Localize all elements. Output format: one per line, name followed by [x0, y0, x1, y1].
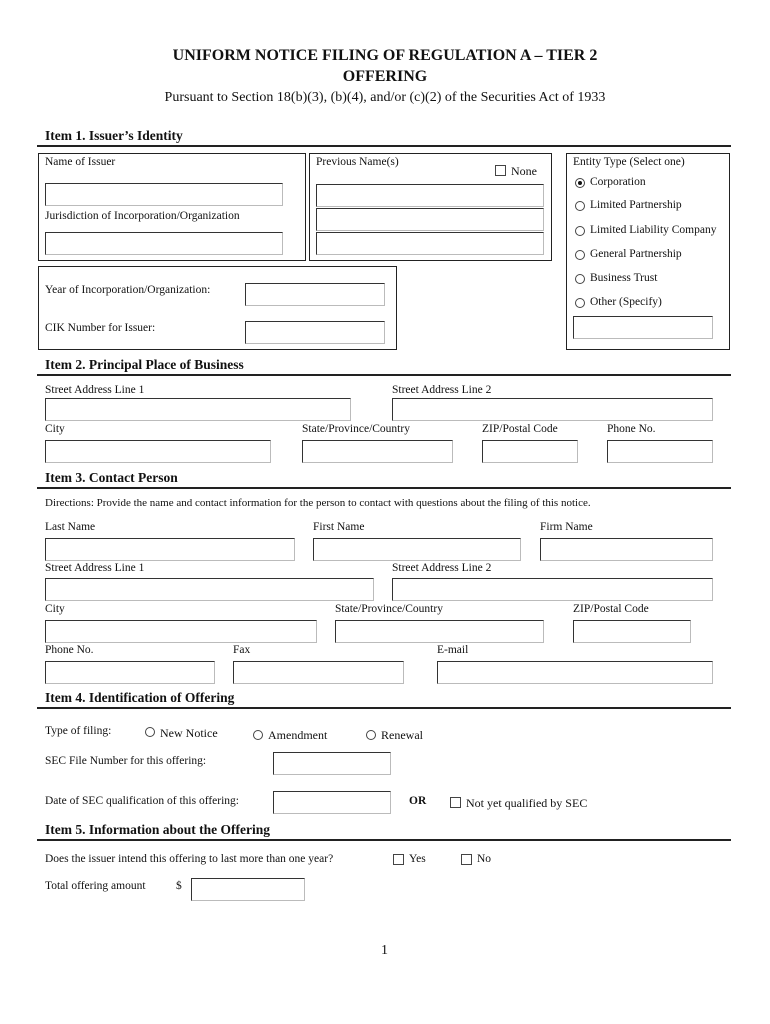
page-number: 1: [381, 943, 388, 958]
item3-street2-label: Street Address Line 2: [392, 562, 492, 574]
item3-street1-field[interactable]: [45, 578, 374, 601]
total-offering-label: Total offering amount: [45, 880, 146, 892]
item3-zip-field[interactable]: [573, 620, 691, 643]
filing-radio-amendment[interactable]: [253, 730, 263, 740]
sec-file-number-label: SEC File Number for this offering:: [45, 755, 207, 767]
cik-field[interactable]: [245, 321, 385, 344]
item2-state-label: State/Province/Country: [302, 423, 410, 435]
item3-zip-label: ZIP/Postal Code: [573, 603, 649, 615]
entity-option-business-trust: Business Trust: [590, 272, 658, 284]
entity-option-corporation: Corporation: [590, 176, 646, 188]
last-name-field[interactable]: [45, 538, 295, 561]
entity-radio-business-trust[interactable]: [575, 274, 585, 284]
entity-other-specify-field[interactable]: [573, 316, 713, 339]
item2-zip-field[interactable]: [482, 440, 578, 463]
no-label: No: [477, 853, 492, 865]
previous-names-label: Previous Name(s): [316, 156, 399, 168]
item3-street2-field[interactable]: [392, 578, 713, 601]
item2-rule: [37, 374, 731, 376]
yes-label: Yes: [409, 853, 426, 865]
total-offering-field[interactable]: [191, 878, 305, 901]
previous-name-field-3[interactable]: [316, 232, 544, 255]
last-name-label: Last Name: [45, 521, 96, 533]
item1-heading: Item 1. Issuer’s Identity: [45, 128, 183, 143]
item2-heading: Item 2. Principal Place of Business: [45, 357, 244, 372]
item4-rule: [37, 707, 731, 709]
entity-radio-corporation[interactable]: [575, 178, 585, 188]
none-checkbox[interactable]: [495, 165, 506, 176]
jurisdiction-label: Jurisdiction of Incorporation/Organization: [45, 210, 240, 222]
item5-rule: [37, 839, 731, 841]
filing-option-renewal: Renewal: [381, 728, 423, 742]
form-subtitle: Pursuant to Section 18(b)(3), (b)(4), and/or (c)(2) of the Securities Act of 1933: [164, 90, 606, 105]
not-qualified-label: Not yet qualified by SEC: [466, 796, 588, 810]
item3-city-label: City: [45, 603, 65, 615]
or-label: OR: [409, 795, 427, 807]
filing-option-new-notice: New Notice: [160, 726, 218, 740]
name-of-issuer-label: Name of Issuer: [45, 156, 116, 168]
item3-fax-field[interactable]: [233, 661, 404, 684]
type-of-filing-label: Type of filing:: [45, 725, 112, 737]
previous-name-field-1[interactable]: [316, 184, 544, 207]
item2-street2-label: Street Address Line 2: [392, 384, 492, 396]
entity-radio-limited-partnership[interactable]: [575, 201, 585, 211]
jurisdiction-field[interactable]: [45, 232, 283, 255]
item3-fax-label: Fax: [233, 644, 251, 656]
cik-label: CIK Number for Issuer:: [45, 322, 156, 334]
name-of-issuer-field[interactable]: [45, 183, 283, 206]
sec-file-number-field[interactable]: [273, 752, 391, 775]
previous-name-field-2[interactable]: [316, 208, 544, 231]
item1-rule: [37, 145, 731, 147]
item2-phone-label: Phone No.: [607, 423, 656, 435]
item2-phone-field[interactable]: [607, 440, 713, 463]
entity-option-general-partnership: General Partnership: [590, 248, 682, 260]
item3-directions: Directions: Provide the name and contact information for the person to contact with questions about the filing of this notice.: [45, 497, 591, 509]
currency-symbol: $: [176, 880, 182, 892]
item3-city-field[interactable]: [45, 620, 317, 643]
entity-radio-other[interactable]: [575, 298, 585, 308]
entity-option-llc: Limited Liability Company: [590, 224, 717, 236]
entity-option-other: Other (Specify): [590, 296, 662, 308]
entity-type-label: Entity Type (Select one): [573, 156, 685, 168]
entity-radio-general-partnership[interactable]: [575, 250, 585, 260]
item3-email-field[interactable]: [437, 661, 713, 684]
duration-question: Does the issuer intend this offering to last more than one year?: [45, 853, 334, 865]
year-field[interactable]: [245, 283, 385, 306]
item3-phone-label: Phone No.: [45, 644, 94, 656]
item2-city-field[interactable]: [45, 440, 271, 463]
item3-rule: [37, 487, 731, 489]
form-title-line1: UNIFORM NOTICE FILING OF REGULATION A – TIER 2: [172, 47, 598, 64]
filing-radio-new-notice[interactable]: [145, 727, 155, 737]
yes-checkbox[interactable]: [393, 854, 404, 865]
item3-heading: Item 3. Contact Person: [45, 470, 178, 485]
first-name-field[interactable]: [313, 538, 521, 561]
item3-email-label: E-mail: [437, 644, 469, 656]
item2-street2-field[interactable]: [392, 398, 713, 421]
qualification-date-field[interactable]: [273, 791, 391, 814]
no-checkbox[interactable]: [461, 854, 472, 865]
item2-street1-label: Street Address Line 1: [45, 384, 145, 396]
filing-option-amendment: Amendment: [268, 728, 328, 742]
item4-heading: Item 4. Identification of Offering: [45, 690, 235, 705]
item3-state-label: State/Province/Country: [335, 603, 443, 615]
qualification-date-label: Date of SEC qualification of this offering:: [45, 795, 239, 807]
item2-street1-field[interactable]: [45, 398, 351, 421]
item3-state-field[interactable]: [335, 620, 544, 643]
item2-zip-label: ZIP/Postal Code: [482, 423, 558, 435]
entity-option-limited-partnership: Limited Partnership: [590, 199, 682, 211]
none-label: None: [511, 164, 537, 178]
item2-city-label: City: [45, 423, 65, 435]
firm-name-label: Firm Name: [540, 521, 593, 533]
not-qualified-checkbox[interactable]: [450, 797, 461, 808]
entity-radio-llc[interactable]: [575, 226, 585, 236]
item3-street1-label: Street Address Line 1: [45, 562, 145, 574]
first-name-label: First Name: [313, 521, 365, 533]
firm-name-field[interactable]: [540, 538, 713, 561]
item2-state-field[interactable]: [302, 440, 453, 463]
item3-phone-field[interactable]: [45, 661, 215, 684]
form-title-line2: OFFERING: [342, 68, 428, 85]
year-label: Year of Incorporation/Organization:: [45, 284, 211, 296]
filing-radio-renewal[interactable]: [366, 730, 376, 740]
item5-heading: Item 5. Information about the Offering: [45, 822, 270, 837]
